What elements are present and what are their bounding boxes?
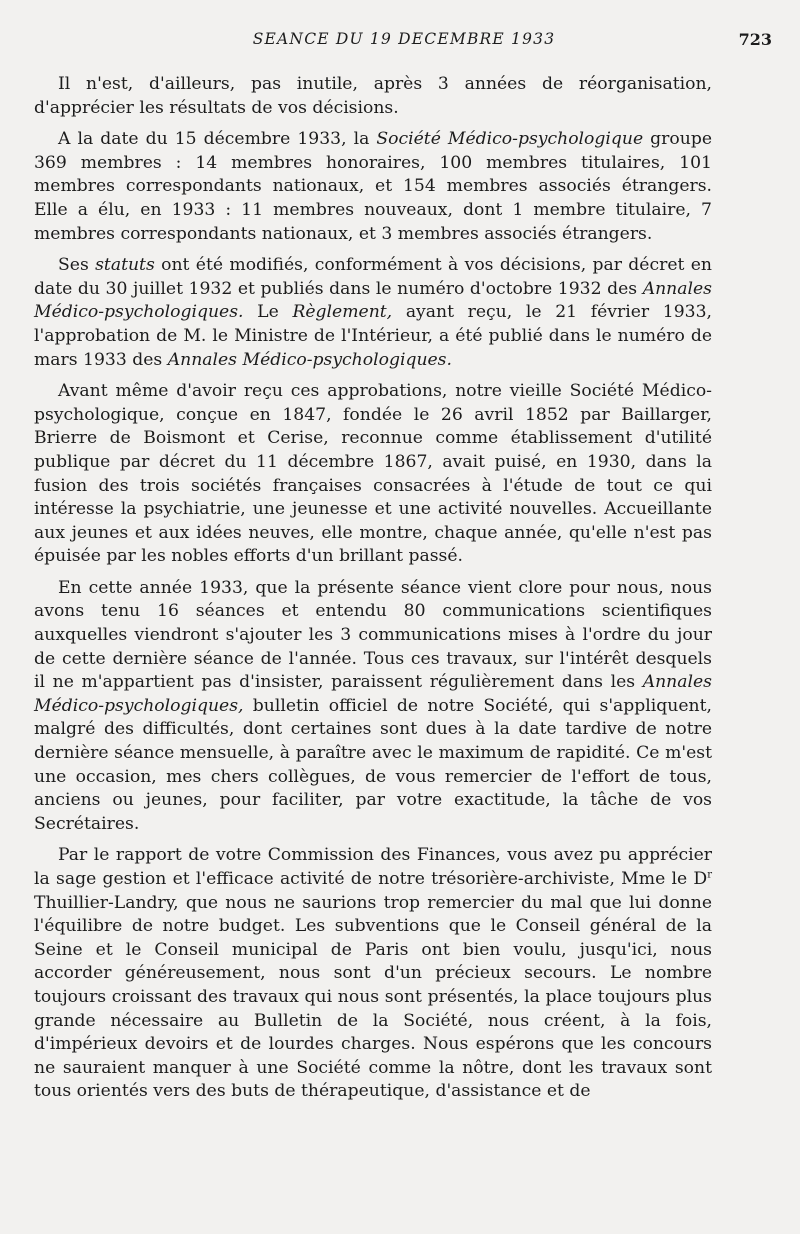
paragraph-3-italic-statuts: statuts: [95, 255, 155, 276]
paragraph-3-italic-annales-2: Annales Médico-psychologiques.: [167, 349, 452, 370]
paragraph-5: [34, 577, 712, 837]
page-header: [36, 30, 772, 56]
paragraph-5-text-2: bulletin officiel de notre Société, qui s'appliquent, malgré des difficultés, dont certaines sont dues à la date tardive de notre dernière séance mensuelle, à paraître avec le maximum de rapidité. Ce m'est une occasion, mes chers collègues, de vous remercier de l'effort de tous, anciens ou jeunes, pour faciliter, par votre exactitude, la tâche de vos Secrétaires.: [34, 695, 712, 834]
paragraph-6: [34, 844, 712, 1104]
paragraph-2: [34, 128, 712, 246]
paragraph-2-italic-society-name: Société Médico-psychologique: [376, 129, 644, 150]
paragraph-3-text-3: Le: [243, 302, 293, 323]
body-text: [34, 73, 712, 1104]
running-title: SEANCE DU 19 DECEMBRE 1933: [252, 30, 556, 48]
paragraph-3-italic-reglement: Règlement,: [292, 302, 393, 323]
paragraph-6-superscript: r: [707, 869, 712, 881]
paragraph-1: [34, 73, 712, 120]
paragraph-3-text-2: ont été modifiés, conformément à vos décisions, par décret en date du 30 juillet 1932 et publiés dans le numéro d'octobre 1932 des: [34, 255, 712, 299]
paragraph-5-italic-annales: Annales Médico-psychologiques,: [34, 672, 712, 716]
paragraph-6-text-1: Par le rapport de votre Commission des Finances, vous avez pu apprécier la sage gestion et l'efficace activité de notre trésorière-archiviste, Mme le D: [34, 845, 712, 889]
paragraph-3-italic-annales-1: Annales Médico-psychologiques.: [34, 278, 712, 323]
paragraph-3: [34, 254, 712, 372]
paragraph-1-text: Il n'est, d'ailleurs, pas inutile, après 3 années de réorganisation, d'apprécier les résultats de vos décisions.: [34, 74, 712, 118]
paragraph-4-text: Avant même d'avoir reçu ces approbations, notre vieille Société Médico-psychologique, conçue en 1847, fondée le 26 avril 1852 par Baillarger, Brierre de Boismont et Cerise, reconnue comme établissement d'utilité publique par décret du 11 décembre 1867, avait puisé, en 1930, dans la fusion des trois sociétés françaises consacrées à l'étude de tout ce qui intéresse la psychiatrie, une jeunesse et une activité nouvelles. Accueillante aux jeunes et aux idées neuves, elle montre, chaque année, qu'elle n'est pas épuisée par les nobles efforts d'un brillant passé.: [34, 381, 712, 567]
paragraph-3-text-1: Ses: [58, 255, 96, 276]
paragraph-2-text-2: groupe 369 membres : 14 membres honoraires, 100 membres titulaires, 101 membres correspondants nationaux, et 154 membres associés étrangers. Elle a élu, en 1933 : 11 membres nouveaux, dont 1 membre titulaire, 7 membres correspondants nationaux, et 3 membres associés étrangers.: [34, 129, 712, 244]
paragraph-5-text-1: En cette année 1933, que la présente séance vient clore pour nous, nous avons tenu 16 séances et entendu 80 communications scientifiques auxquelles viendront s'ajouter les 3 communications mises à l'ordre du jour de cette dernière séance de l'année. Tous ces travaux, sur l'intérêt desquels il ne m'appartient pas d'insister, paraissent régulièrement dans les: [34, 577, 712, 693]
paragraph-6-text-2: Thuillier-Landry, que nous ne saurions trop remercier du mal que lui donne l'équilibre de notre budget. Les subventions que le Conseil général de la Seine et le Conseil municipal de Paris ont bien voulu, jusqu'ici, nous accorder généreusement, nous sont d'un précieux secours. Le nombre toujours croissant des travaux qui nous sont présentés, la place toujours plus grande nécessaire au Bulletin de la Société, nous créent, à la fois, d'impérieux devoirs et de lourdes charges. Nous espérons que les concours ne sauraient manquer à une Société comme la nôtre, dont les travaux sont tous orientés vers des buts de thérapeutique, d'assistance et de: [34, 892, 712, 1102]
paragraph-3-text-4: ayant reçu, le 21 février 1933, l'approbation de M. le Ministre de l'Intérieur, a été publié dans le numéro de mars 1933 des: [34, 302, 712, 370]
paragraph-4: [34, 380, 712, 569]
paragraph-2-text-1: A la date du 15 décembre 1933, la: [58, 129, 377, 150]
page-number: 723: [738, 30, 772, 49]
